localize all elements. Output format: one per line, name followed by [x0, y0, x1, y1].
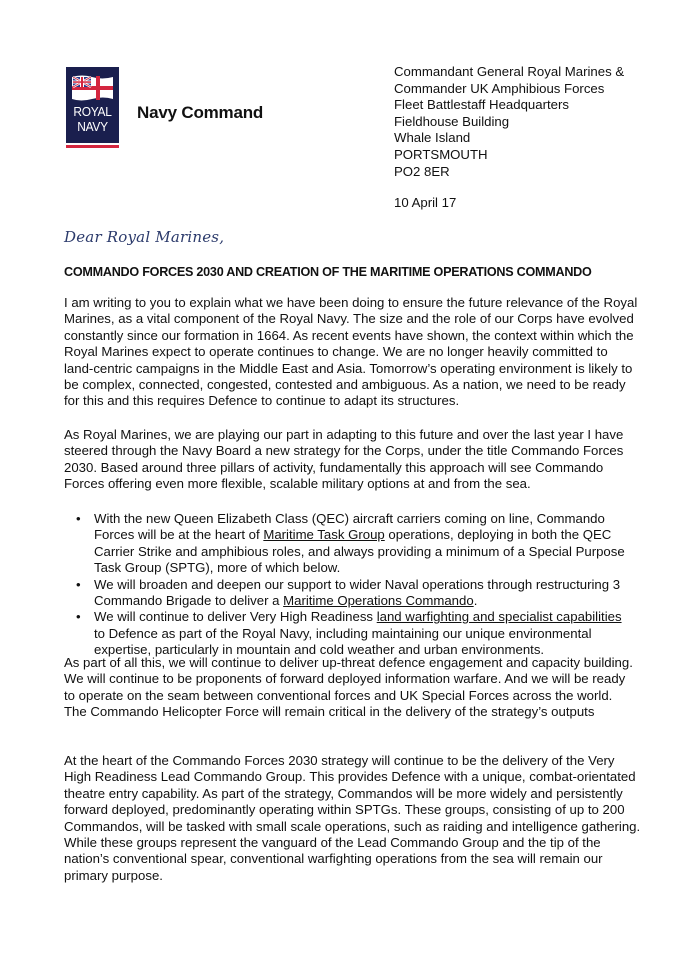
bullet-icon: • [76, 511, 81, 526]
text-line: Commandos, will be tasked with small scale operations, such as raiding and intelligence gathering. [64, 818, 641, 834]
text-line: As Royal Marines, we are playing our part in adapting to this future and over the last year I have [64, 427, 624, 442]
text-line: At the heart of the Commando Forces 2030 strategy will continue to be the delivery of the Very [64, 753, 615, 768]
text-line: While these groups represent the vanguard of the Lead Commando Group and the tip of the [64, 835, 601, 851]
text-line: primary purpose. [64, 867, 163, 883]
text-line: constantly since our formation in 1664. As recent events have shown, the context within which the [64, 327, 634, 343]
paragraph-2 [64, 427, 623, 493]
text-line: Task Group (SPTG), more of which below. [94, 560, 341, 576]
org-name: Navy Command [137, 103, 264, 122]
white-ensign-flag-icon [71, 74, 114, 101]
text-line: theatre entry capability. As part of the strategy, Commandos will be more widely and persistently [64, 785, 623, 801]
text-line: Carrier Strike and amphibious roles, and always providing a minimum of a Special Purpose [94, 543, 625, 559]
text-span: . [473, 593, 478, 609]
text-line: With the new Queen Elizabeth Class (QEC) aircraft carriers coming on line, Commando [94, 511, 605, 526]
text-line: forward deployed, predominantly operating within SPTGs. These groups, consisting of up to 200 [64, 802, 625, 818]
text-span: Forces will be at the heart of [94, 527, 264, 543]
list-item [64, 511, 625, 577]
address-line: Commander UK Amphibious Forces [394, 80, 605, 96]
bullet-icon: • [76, 609, 81, 625]
sender-address [394, 64, 624, 180]
letter-date: 10 April 17 [394, 195, 457, 210]
address-line: Commandant General Royal Marines & [394, 64, 625, 79]
list-item [64, 609, 625, 658]
text-line: to Defence as part of the Royal Navy, including maintaining our unique environmental [94, 625, 592, 641]
text-line: We will continue to be proponents of forward deployed information warfare. And we will be ready [64, 671, 626, 687]
text-span: We will continue to deliver Very High Readiness [94, 609, 377, 625]
royal-navy-logo [66, 67, 119, 149]
underlined-term-land-warfighting: land warfighting and specialist capabilities [376, 609, 622, 625]
underlined-term-maritime-operations-commando: Maritime Operations Commando [283, 593, 474, 609]
list-item [64, 577, 625, 610]
subject-heading: COMMANDO FORCES 2030 AND CREATION OF THE MARITIME OPERATIONS COMMANDO [64, 265, 592, 279]
text-line: steered through the Navy Board a new strategy for the Corps, under the title Commando Forces [64, 443, 624, 459]
address-line: PO2 8ER [394, 163, 450, 179]
text-span: Commando Brigade to deliver a [94, 593, 284, 609]
text-line: As part of all this, we will continue to deliver up-threat defence engagement and capacity building. [64, 655, 633, 670]
text-line: 2030. Based around three pillars of activity, fundamentally this approach will see Commando [64, 459, 604, 475]
bullet-icon: • [76, 576, 81, 592]
logo-text-navy: NAVY [77, 119, 108, 134]
text-line: High Readiness Lead Commando Group. This provides Defence with a unique, combat-orientated [64, 769, 636, 785]
strategy-pillars-list [64, 511, 625, 659]
text-line [94, 609, 625, 625]
logo-text-royal: ROYAL [73, 104, 112, 119]
text-span: operations, deploying in both the QEC [384, 527, 612, 543]
paragraph-1 [64, 295, 637, 410]
address-line: Whale Island [394, 130, 471, 146]
address-line: Fleet Battlestaff Headquarters [394, 97, 569, 113]
text-line: land-centric campaigns in the Middle East and Asia. Tomorrow’s operating environment is likely to [64, 360, 633, 376]
text-line: The Commando Helicopter Force will remain critical in the delivery of the strategy’s outputs [64, 704, 595, 720]
text-line: for this and this requires Defence to continue to adapt its structures. [64, 393, 460, 409]
logo-red-underline [66, 145, 119, 148]
address-line: Fieldhouse Building [394, 113, 510, 129]
address-line: PORTSMOUTH [394, 146, 488, 162]
text-line: Royal Marines expect to operate continues to change. We are no longer heavily committed to [64, 344, 608, 360]
text-line [94, 593, 625, 609]
paragraph-4 [64, 753, 640, 884]
text-line: expertise, particularly in mountain and cold weather and urban environments. [94, 642, 545, 658]
paragraph-3 [64, 655, 633, 721]
text-line: We will broaden and deepen our support to wider Naval operations through restructuring 3 [94, 576, 621, 592]
text-line: be complex, connected, congested, contested and ambiguous. As a nation, we need to be ready [64, 377, 626, 393]
text-line: nation’s conventional spear, conventional warfighting operations from the sea will remain our [64, 851, 603, 867]
text-line [94, 527, 625, 543]
salutation: Dear Royal Marines, [64, 228, 225, 246]
underlined-term-maritime-task-group: Maritime Task Group [263, 527, 385, 543]
text-line: Forces offering even more flexible, scalable military options at and from the sea. [64, 476, 531, 492]
text-line: I am writing to you to explain what we have been doing to ensure the future relevance of the Royal [64, 295, 638, 310]
text-line: to operate on the seam between conventional forces and UK Special Forces across the world. [64, 687, 613, 703]
text-line: Marines, as a vital component of the Royal Navy. The size and the role of our Corps have evolved [64, 311, 634, 327]
